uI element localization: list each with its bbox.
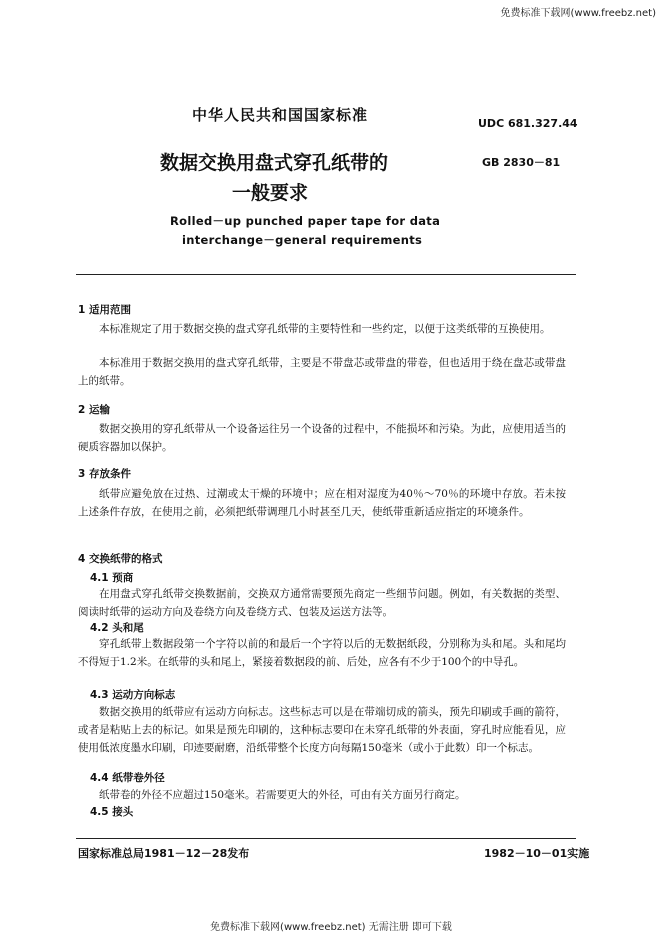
section-3-paragraph-1: 纸带应避免放在过热、过潮或太干燥的环境中；应在相对湿度为40％～70％的环境中存放。若未按上述条件存放，在使用之前，必须把纸带调理几小时甚至几天，使纸带重新适应指定的环境条件。 bbox=[78, 488, 566, 518]
section-4-1-paragraph: 在用盘式穿孔纸带交换数据前，交换双方通常需要预先商定一些细节问题。例如，有关数据的类型、阅读时纸带的运动方向及卷绕方向及卷绕方式、包装及运送方法等。 bbox=[78, 588, 566, 618]
watermark-top: 免费标准下载网(www.freebz.net) bbox=[500, 8, 656, 19]
section-4-2-paragraph: 穿孔纸带上数据段第一个字符以前的和最后一个字符以后的无数据纸段，分别称为头和尾。头和尾均不得短于1.2米。在纸带的头和尾上，紧接着数据段的前、后处，应各有不少于100个的中导孔。 bbox=[78, 638, 566, 668]
issue-date: 国家标准总局1981－12－28发布 bbox=[78, 847, 250, 860]
watermark-bottom: 免费标准下载网(www.freebz.net) 无需注册 即可下载 bbox=[210, 922, 452, 933]
section-4-heading: 4 交换纸带的格式 bbox=[78, 553, 163, 565]
section-4-3-heading: 4.3 运动方向标志 bbox=[90, 689, 176, 701]
section-2-paragraph-1: 数据交换用的穿孔纸带从一个设备运往另一个设备的过程中，不能损坏和污染。为此，应使用适当的硬质容器加以保护。 bbox=[78, 423, 566, 453]
section-4-4-heading: 4.4 纸带卷外径 bbox=[90, 772, 165, 784]
section-1-paragraph-2: 本标准用于数据交换用的盘式穿孔纸带，主要是不带盘芯或带盘的带卷，但也适用于绕在盘芯或带盘上的纸带。 bbox=[78, 357, 566, 387]
title-zh-line1: 数据交换用盘式穿孔纸带的 bbox=[160, 152, 389, 174]
section-2-heading: 2 运输 bbox=[78, 404, 110, 416]
title-en-line1: Rolled－up punched paper tape for data bbox=[170, 214, 441, 228]
section-4-4-paragraph: 纸带卷的外径不应超过150毫米。若需要更大的外径，可由有关方面另行商定。 bbox=[99, 789, 466, 801]
section-1-heading: 1 适用范围 bbox=[78, 304, 131, 316]
top-divider bbox=[76, 274, 576, 275]
section-1-paragraph-1: 本标准规定了用于数据交换的盘式穿孔纸带的主要特性和一些约定，以便于这类纸带的互换使用。 bbox=[99, 323, 551, 335]
section-4-3-paragraph: 数据交换用的纸带应有运动方向标志。这些标志可以是在带端切成的箭头，预先印刷或手画的箭符，或者是粘贴上去的标记。如果是预先印刷的，这种标志要印在未穿孔纸带的外表面，穿孔时应能看见，应使用低浓度墨水印刷，印迹要耐磨，沿纸带整个长度方向每隔150毫米（或小于此数）印一个标志。 bbox=[78, 706, 566, 754]
udc-code: UDC 681.327.44 bbox=[478, 117, 578, 130]
section-3-heading: 3 存放条件 bbox=[78, 468, 131, 480]
bottom-divider bbox=[76, 838, 576, 839]
title-zh-line2: 一般要求 bbox=[232, 182, 309, 204]
gb-code: GB 2830－81 bbox=[482, 156, 561, 169]
standard-organization: 中华人民共和国国家标准 bbox=[192, 106, 369, 124]
section-4-2-heading: 4.2 头和尾 bbox=[90, 622, 144, 634]
title-en-line2: interchange－general requirements bbox=[182, 233, 423, 247]
effective-date: 1982－10－01实施 bbox=[484, 847, 590, 860]
section-4-1-heading: 4.1 预商 bbox=[90, 572, 134, 584]
section-4-5-heading: 4.5 接头 bbox=[90, 806, 134, 818]
